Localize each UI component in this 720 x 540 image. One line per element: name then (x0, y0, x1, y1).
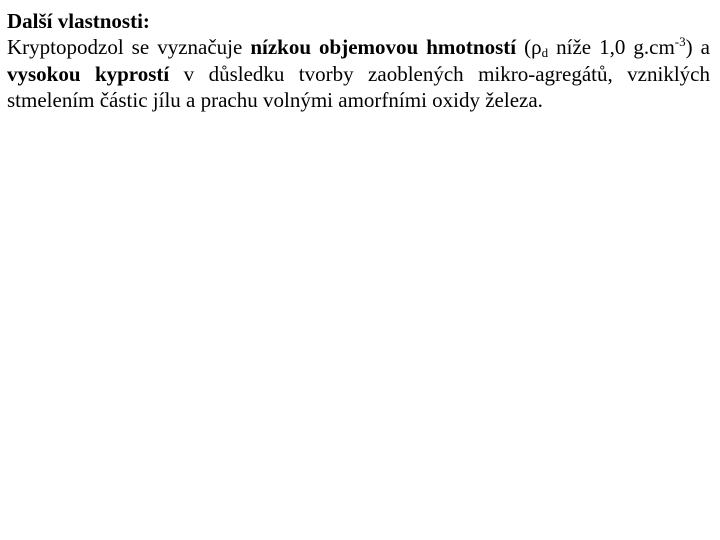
text-run: níže 1,0 g.cm (548, 35, 675, 59)
bold-term-low-bulk-density: nízkou objemovou hmotností (250, 35, 517, 59)
bold-term-high-porosity: vysokou kyprostí (7, 61, 170, 86)
subscript-d: d (541, 45, 549, 60)
text-run: v důsledku tvorby zaoblených mikro-agregátů, vzniklých stmelením částic jílu a prachu volnými amorfními oxidy železa. (7, 61, 710, 112)
body-paragraph (7, 34, 710, 114)
superscript-exponent: -3 (674, 34, 686, 49)
text-run: (ρ (516, 35, 542, 59)
section-heading: Další vlastnosti: (7, 9, 150, 33)
text-run: ) a (685, 35, 710, 59)
text-run: Kryptopodzol se vyznačuje (7, 35, 251, 59)
